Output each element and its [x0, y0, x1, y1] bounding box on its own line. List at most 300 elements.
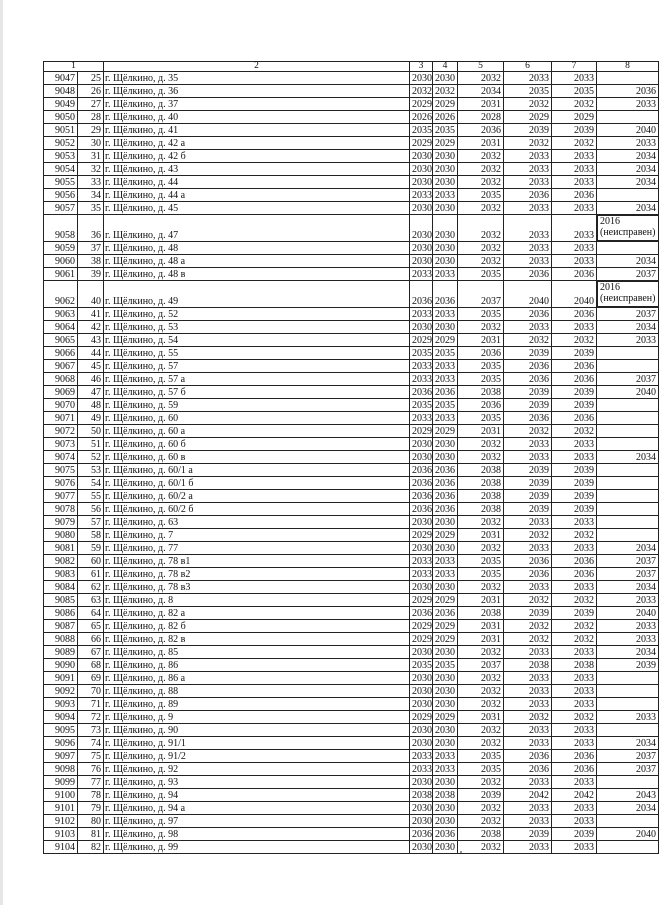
- cell-row-id: 9102: [44, 815, 78, 828]
- cell-address: г. Щёлкино, д. 60/1 б: [104, 477, 410, 490]
- cell-col-4: 2030: [433, 776, 458, 789]
- cell-col-3: 2030: [410, 724, 433, 737]
- cell-col-3: 2030: [410, 72, 433, 85]
- cell-col-5: 2035: [458, 412, 504, 425]
- table-row: [44, 620, 659, 633]
- cell-col-8: 2034: [597, 202, 659, 215]
- cell-row-id: 9103: [44, 828, 78, 841]
- cell-row-number: 77: [78, 776, 104, 789]
- cell-row-number: 51: [78, 438, 104, 451]
- table-row: [44, 215, 659, 242]
- table-body: [44, 62, 659, 854]
- cell-col-8: 2036: [597, 85, 659, 98]
- cell-col-5: 2036: [458, 124, 504, 137]
- cell-row-id: 9067: [44, 360, 78, 373]
- cell-col-6: 2033: [504, 176, 552, 189]
- cell-col-6: 2033: [504, 724, 552, 737]
- cell-col-6: 2032: [504, 594, 552, 607]
- cell-col-7: 2039: [552, 464, 597, 477]
- table-row: [44, 607, 659, 620]
- table-row: [44, 321, 659, 334]
- cell-col-3: 2033: [410, 189, 433, 202]
- header-row: [44, 62, 659, 72]
- cell-col-3: 2026: [410, 111, 433, 124]
- cell-address: г. Щёлкино, д. 54: [104, 334, 410, 347]
- cell-row-id: 9075: [44, 464, 78, 477]
- cell-col-4: 2033: [433, 555, 458, 568]
- cell-col-6: 2033: [504, 242, 552, 255]
- cell-col-4: 2035: [433, 124, 458, 137]
- cell-col-6: 2039: [504, 607, 552, 620]
- cell-col-8: [597, 529, 659, 542]
- cell-col-8: [597, 438, 659, 451]
- cell-col-5: 2032: [458, 542, 504, 555]
- cell-col-3: 2030: [410, 202, 433, 215]
- table-row: [44, 750, 659, 763]
- cell-col-7: 2033: [552, 542, 597, 555]
- cell-col-5: 2038: [458, 828, 504, 841]
- cell-col-5: 2035: [458, 750, 504, 763]
- cell-address: г. Щёлкино, д. 57: [104, 360, 410, 373]
- cell-address: г. Щёлкино, д. 82 б: [104, 620, 410, 633]
- cell-col-8: [597, 242, 659, 255]
- cell-row-id: 9083: [44, 568, 78, 581]
- cell-col-4: 2030: [433, 542, 458, 555]
- cell-col-6: 2033: [504, 802, 552, 815]
- cell-col-4: 2030: [433, 438, 458, 451]
- cell-col-6: 2033: [504, 672, 552, 685]
- cell-col-3: 2030: [410, 451, 433, 464]
- cell-row-id: 9088: [44, 633, 78, 646]
- cell-col-4: 2030: [433, 215, 458, 242]
- cell-row-number: 31: [78, 150, 104, 163]
- cell-col-3: 2030: [410, 242, 433, 255]
- cell-col-7: 2032: [552, 425, 597, 438]
- cell-col-3: 2029: [410, 334, 433, 347]
- cell-col-7: 2033: [552, 776, 597, 789]
- cell-address: г. Щёлкино, д. 60/2 б: [104, 503, 410, 516]
- cell-row-id: 9048: [44, 85, 78, 98]
- table-row: [44, 451, 659, 464]
- cell-col-3: 2036: [410, 607, 433, 620]
- cell-col-5: 2039: [458, 789, 504, 802]
- cell-row-number: 67: [78, 646, 104, 659]
- cell-col-8: [597, 464, 659, 477]
- cell-col-6: 2035: [504, 85, 552, 98]
- cell-address: г. Щёлкино, д. 44: [104, 176, 410, 189]
- cell-row-id: 9104: [44, 841, 78, 854]
- cell-row-id: 9087: [44, 620, 78, 633]
- cell-col-3: 2029: [410, 594, 433, 607]
- cell-address: г. Щёлкино, д. 63: [104, 516, 410, 529]
- cell-col-4: 2033: [433, 360, 458, 373]
- cell-col-4: 2030: [433, 255, 458, 268]
- cell-row-id: 9096: [44, 737, 78, 750]
- cell-col-5: 2032: [458, 737, 504, 750]
- cell-col-7: 2032: [552, 620, 597, 633]
- cell-col-5: 2031: [458, 98, 504, 111]
- cell-row-id: 9070: [44, 399, 78, 412]
- table-row: [44, 490, 659, 503]
- cell-row-id: 9050: [44, 111, 78, 124]
- table-row: [44, 334, 659, 347]
- cell-col-6: 2036: [504, 555, 552, 568]
- cell-col-3: 2029: [410, 98, 433, 111]
- cell-address: г. Щёлкино, д. 45: [104, 202, 410, 215]
- cell-col-4: 2033: [433, 189, 458, 202]
- cell-col-7: 2036: [552, 360, 597, 373]
- cell-row-number: 30: [78, 137, 104, 150]
- cell-col-5: 2035: [458, 308, 504, 321]
- cell-col-7: 2039: [552, 386, 597, 399]
- cell-col-3: 2030: [410, 685, 433, 698]
- cell-col-5: 2035: [458, 360, 504, 373]
- cell-col-4: 2029: [433, 594, 458, 607]
- cell-row-id: 9072: [44, 425, 78, 438]
- cell-col-4: 2036: [433, 503, 458, 516]
- cell-row-id: 9092: [44, 685, 78, 698]
- cell-col-7: 2039: [552, 399, 597, 412]
- cell-row-number: 56: [78, 503, 104, 516]
- cell-col-4: 2030: [433, 685, 458, 698]
- cell-col-6: 2036: [504, 268, 552, 281]
- cell-col-4: 2033: [433, 268, 458, 281]
- table-row: [44, 711, 659, 724]
- table-row: [44, 646, 659, 659]
- cell-row-number: 60: [78, 555, 104, 568]
- cell-col-8: 2033: [597, 137, 659, 150]
- cell-col-8: [597, 189, 659, 202]
- cell-col-7: 2033: [552, 215, 597, 242]
- cell-col-6: 2033: [504, 255, 552, 268]
- cell-address: г. Щёлкино, д. 60/2 а: [104, 490, 410, 503]
- cell-col-3: 2030: [410, 163, 433, 176]
- cell-col-6: 2033: [504, 581, 552, 594]
- table-row: [44, 763, 659, 776]
- cell-col-7: 2039: [552, 503, 597, 516]
- cell-col-5: 2031: [458, 334, 504, 347]
- cell-address: г. Щёлкино, д. 97: [104, 815, 410, 828]
- cell-row-id: 9057: [44, 202, 78, 215]
- cell-row-number: 73: [78, 724, 104, 737]
- cell-col-4: 2035: [433, 347, 458, 360]
- cell-col-7: 2036: [552, 555, 597, 568]
- cell-col-5: 2031: [458, 425, 504, 438]
- cell-col-8: 2037: [597, 750, 659, 763]
- cell-col-5: 2038: [458, 503, 504, 516]
- cell-col-5: 2032: [458, 242, 504, 255]
- cell-col-7: 2032: [552, 529, 597, 542]
- cell-col-5: 2036: [458, 399, 504, 412]
- cell-address: г. Щёлкино, д. 86 а: [104, 672, 410, 685]
- cell-col-7: 2032: [552, 334, 597, 347]
- cell-col-6: 2039: [504, 828, 552, 841]
- cell-row-number: 36: [78, 215, 104, 242]
- cell-col-5: 2035: [458, 373, 504, 386]
- cell-col-3: 2030: [410, 841, 433, 854]
- cell-col-6: 2033: [504, 698, 552, 711]
- cell-col-8: [597, 698, 659, 711]
- table-row: [44, 828, 659, 841]
- cell-col-6: 2039: [504, 347, 552, 360]
- cell-col-6: 2033: [504, 163, 552, 176]
- cell-address: г. Щёлкино, д. 60 а: [104, 425, 410, 438]
- table-row: [44, 373, 659, 386]
- cell-col-7: 2033: [552, 646, 597, 659]
- cell-col-7: 2039: [552, 490, 597, 503]
- cell-row-number: 65: [78, 620, 104, 633]
- cell-col-7: 2036: [552, 373, 597, 386]
- cell-col-8: [597, 490, 659, 503]
- cell-row-id: 9095: [44, 724, 78, 737]
- cell-address: г. Щёлкино, д. 43: [104, 163, 410, 176]
- cell-col-7: 2035: [552, 85, 597, 98]
- table-row: [44, 698, 659, 711]
- cell-col-5: 2038: [458, 464, 504, 477]
- cell-col-8: 2033: [597, 334, 659, 347]
- cell-address: г. Щёлкино, д. 48: [104, 242, 410, 255]
- cell-col-8: [597, 776, 659, 789]
- cell-address: г. Щёлкино, д. 44 а: [104, 189, 410, 202]
- table-row: [44, 255, 659, 268]
- cell-address: г. Щёлкино, д. 55: [104, 347, 410, 360]
- cell-col-8: 2034: [597, 737, 659, 750]
- cell-col-6: 2033: [504, 438, 552, 451]
- cell-row-number: 76: [78, 763, 104, 776]
- cell-row-id: 9060: [44, 255, 78, 268]
- cell-col-5: 2032: [458, 321, 504, 334]
- cell-col-8: 2037: [597, 308, 659, 321]
- table-row: [44, 176, 659, 189]
- cell-col-7: 2033: [552, 72, 597, 85]
- cell-col-3: 2033: [410, 360, 433, 373]
- cell-col-7: 2033: [552, 802, 597, 815]
- header-cell-4: 4: [433, 62, 458, 72]
- cell-col-5: 2032: [458, 438, 504, 451]
- header-cell-6: 6: [504, 62, 552, 72]
- cell-row-number: 72: [78, 711, 104, 724]
- cell-col-4: 2032: [433, 85, 458, 98]
- cell-col-3: 2029: [410, 620, 433, 633]
- cell-row-number: 41: [78, 308, 104, 321]
- cell-col-8: 2034: [597, 646, 659, 659]
- cell-row-number: 32: [78, 163, 104, 176]
- cell-address: г. Щёлкино, д. 40: [104, 111, 410, 124]
- cell-row-id: 9097: [44, 750, 78, 763]
- cell-address: г. Щёлкино, д. 8: [104, 594, 410, 607]
- cell-col-3: 2033: [410, 568, 433, 581]
- cell-col-4: 2038: [433, 789, 458, 802]
- cell-col-6: 2039: [504, 490, 552, 503]
- table-row: [44, 568, 659, 581]
- cell-row-id: 9065: [44, 334, 78, 347]
- table-row: [44, 776, 659, 789]
- cell-row-number: 52: [78, 451, 104, 464]
- cell-col-5: 2032: [458, 841, 504, 854]
- table-row: [44, 815, 659, 828]
- cell-col-4: 2026: [433, 111, 458, 124]
- cell-col-8: [597, 477, 659, 490]
- note-status: (неисправен): [600, 227, 656, 238]
- cell-col-7: 2039: [552, 347, 597, 360]
- table-row: [44, 98, 659, 111]
- cell-col-8: 2034: [597, 176, 659, 189]
- cell-col-6: 2033: [504, 451, 552, 464]
- cell-col-4: 2029: [433, 711, 458, 724]
- cell-row-number: 79: [78, 802, 104, 815]
- cell-col-6: 2032: [504, 633, 552, 646]
- cell-row-id: 9058: [44, 215, 78, 242]
- cell-col-5: 2035: [458, 189, 504, 202]
- cell-address: г. Щёлкино, д. 47: [104, 215, 410, 242]
- cell-col-8: 2039: [597, 659, 659, 672]
- cell-col-4: 2033: [433, 373, 458, 386]
- table-row: [44, 412, 659, 425]
- cell-col-7: 2033: [552, 242, 597, 255]
- cell-col-3: 2033: [410, 763, 433, 776]
- cell-col-6: 2033: [504, 516, 552, 529]
- cell-col-3: 2035: [410, 659, 433, 672]
- cell-col-8: [597, 215, 659, 241]
- cell-col-4: 2029: [433, 137, 458, 150]
- cell-row-number: 43: [78, 334, 104, 347]
- cell-row-number: 49: [78, 412, 104, 425]
- table-row: [44, 542, 659, 555]
- cell-col-3: 2030: [410, 255, 433, 268]
- cell-col-4: 2029: [433, 529, 458, 542]
- cell-col-3: 2032: [410, 85, 433, 98]
- cell-row-id: 9063: [44, 308, 78, 321]
- table-row: [44, 281, 659, 308]
- cell-col-7: 2033: [552, 737, 597, 750]
- cell-address: г. Щёлкино, д. 93: [104, 776, 410, 789]
- cell-col-5: 2036: [458, 347, 504, 360]
- cell-col-4: 2036: [433, 828, 458, 841]
- cell-address: г. Щёлкино, д. 59: [104, 399, 410, 412]
- cell-row-number: 39: [78, 268, 104, 281]
- cell-col-3: 2030: [410, 698, 433, 711]
- cell-col-5: 2032: [458, 698, 504, 711]
- cell-col-8: [597, 111, 659, 124]
- cell-col-8: 2040: [597, 124, 659, 137]
- table-row: [44, 163, 659, 176]
- cell-address: г. Щёлкино, д. 42 а: [104, 137, 410, 150]
- cell-col-8: 2040: [597, 386, 659, 399]
- cell-address: г. Щёлкино, д. 82 в: [104, 633, 410, 646]
- cell-col-3: 2030: [410, 542, 433, 555]
- cell-col-4: 2030: [433, 815, 458, 828]
- table-row: [44, 308, 659, 321]
- cell-address: г. Щёлкино, д. 92: [104, 763, 410, 776]
- table-row: [44, 85, 659, 98]
- cell-row-number: 40: [78, 281, 104, 308]
- cell-col-6: 2038: [504, 659, 552, 672]
- cell-col-8: [597, 412, 659, 425]
- cell-col-5: 2038: [458, 490, 504, 503]
- cell-col-8: [597, 281, 659, 307]
- cell-row-number: 81: [78, 828, 104, 841]
- cell-col-7: 2033: [552, 815, 597, 828]
- cell-address: г. Щёлкино, д. 7: [104, 529, 410, 542]
- cell-col-7: 2033: [552, 176, 597, 189]
- cell-row-id: 9086: [44, 607, 78, 620]
- cell-col-8: [597, 724, 659, 737]
- cell-row-id: 9056: [44, 189, 78, 202]
- table-row: [44, 386, 659, 399]
- cell-col-4: 2035: [433, 399, 458, 412]
- cell-col-5: 2034: [458, 85, 504, 98]
- cell-col-5: 2032: [458, 163, 504, 176]
- table-row: [44, 425, 659, 438]
- table-row: [44, 137, 659, 150]
- cell-row-number: 78: [78, 789, 104, 802]
- cell-col-7: 2033: [552, 698, 597, 711]
- cell-row-id: 9061: [44, 268, 78, 281]
- cell-col-3: 2035: [410, 399, 433, 412]
- cell-col-4: 2030: [433, 724, 458, 737]
- header-cell-5: 5: [458, 62, 504, 72]
- cell-col-4: 2030: [433, 646, 458, 659]
- cell-col-6: 2033: [504, 202, 552, 215]
- cell-col-5: 2035: [458, 568, 504, 581]
- cell-row-number: 53: [78, 464, 104, 477]
- cell-row-id: 9080: [44, 529, 78, 542]
- cell-col-8: 2037: [597, 555, 659, 568]
- cell-col-7: 2033: [552, 724, 597, 737]
- cell-row-id: 9073: [44, 438, 78, 451]
- schedule-table: [43, 61, 659, 854]
- table-row: [44, 659, 659, 672]
- cell-address: г. Щёлкино, д. 78 в1: [104, 555, 410, 568]
- cell-col-8: [597, 425, 659, 438]
- cell-col-6: 2036: [504, 308, 552, 321]
- cell-col-4: 2030: [433, 581, 458, 594]
- cell-col-3: 2030: [410, 646, 433, 659]
- cell-col-5: 2032: [458, 451, 504, 464]
- cell-row-number: 42: [78, 321, 104, 334]
- cell-col-8: 2034: [597, 581, 659, 594]
- cell-col-7: 2036: [552, 268, 597, 281]
- cell-col-4: 2033: [433, 412, 458, 425]
- cell-col-7: 2033: [552, 321, 597, 334]
- cell-col-5: 2037: [458, 281, 504, 308]
- cell-row-id: 9098: [44, 763, 78, 776]
- cell-col-3: 2036: [410, 281, 433, 308]
- table-row: [44, 399, 659, 412]
- table-row: [44, 581, 659, 594]
- cell-col-4: 2036: [433, 490, 458, 503]
- cell-col-8: [597, 672, 659, 685]
- cell-address: г. Щёлкино, д. 60 в: [104, 451, 410, 464]
- cell-col-5: 2038: [458, 607, 504, 620]
- cell-col-6: 2032: [504, 98, 552, 111]
- cell-address: г. Щёлкино, д. 9: [104, 711, 410, 724]
- cell-col-6: 2036: [504, 412, 552, 425]
- table-row: [44, 633, 659, 646]
- cell-address: г. Щёлкино, д. 48 в: [104, 268, 410, 281]
- cell-col-6: 2040: [504, 281, 552, 308]
- cell-col-5: 2028: [458, 111, 504, 124]
- table-row: [44, 555, 659, 568]
- cell-col-5: 2038: [458, 477, 504, 490]
- cell-col-8: 2037: [597, 568, 659, 581]
- cell-row-id: 9066: [44, 347, 78, 360]
- cell-col-7: 2032: [552, 594, 597, 607]
- cell-col-8: 2033: [597, 620, 659, 633]
- cell-row-number: 74: [78, 737, 104, 750]
- cell-row-number: 57: [78, 516, 104, 529]
- cell-col-4: 2033: [433, 750, 458, 763]
